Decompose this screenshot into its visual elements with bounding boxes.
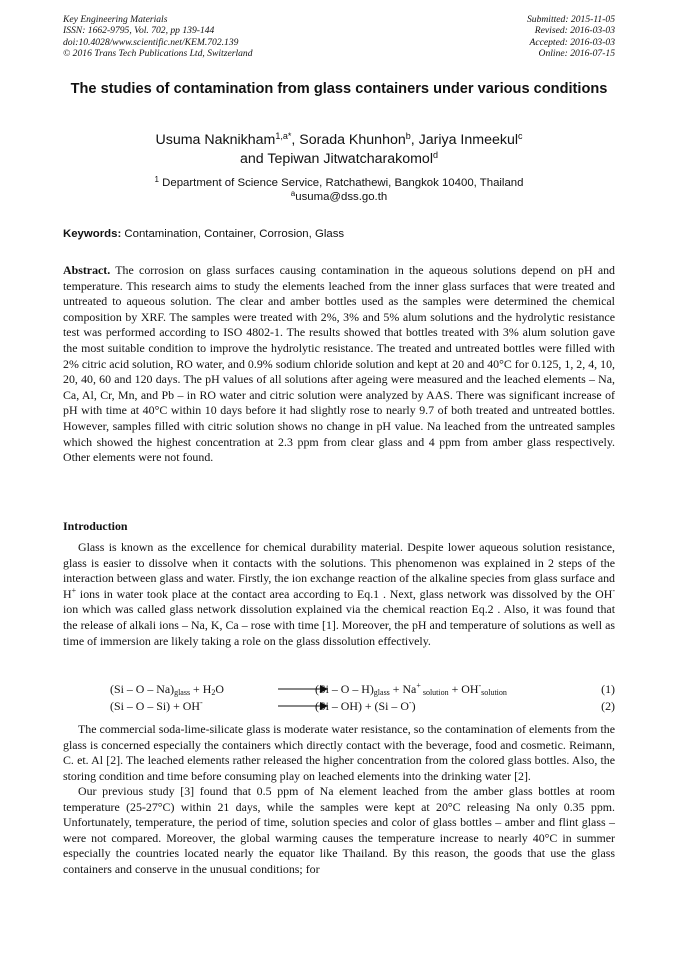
author-name: , Sorada Khunhon xyxy=(291,132,406,148)
journal-copyright: © 2016 Trans Tech Publications Ltd, Switzerland xyxy=(63,47,253,59)
equation-2-rhs xyxy=(315,699,416,714)
affiliation-text: Department of Science Service, Ratchathewi, Bangkok 10400, Thailand xyxy=(158,177,524,189)
superscript: + xyxy=(71,585,77,595)
abstract-text: The corrosion on glass surfaces causing contamination in the aqueous solutions depend on pH and temperature. This research aims to study the elements leached from the inner glass surfaces that were treated and untreated to aqueous solution. The clear and amber bottles used as the samples were determined the chemical composition by XRF. The samples were treated with 2%, 3% and 5% alum solutions and the hydrolytic resistance test was performed according to ISO 4802-1. The results showed that bottles treated with 3% alum solution gave the most suitable condition to improve the hydrolytic resistance. The treated and untreated bottles were filled with 2% citric acid solution, RO water, and 0.9% sodium chloride solution and kept at 20 and 40°C for 0.125, 1, 2, 4, 10, 20, 40, 60 and 120 days. The pH values of all solutions after ageing were measured and the leached elements – Na, Ca, Al, Cr, Mn, and Pb – in RO water and citric solution were analyzed by AAS. There was significant increase of pH with time at 40°C within 10 days before it had slightly rose to nearly 9.7 of both treated and untreated bottles. However, samples filled with citric solution shows no change in pH value. Na leached from the untreated samples which showed the highest concentration at 2.3 ppm from clear glass and 4 ppm from amber glass respectively. Other elements were not found. xyxy=(63,263,615,465)
affiliation xyxy=(63,176,615,204)
email-mark: a xyxy=(290,189,296,198)
equation-1-lhs xyxy=(110,682,224,697)
eq-text: (Si – O – Na) xyxy=(110,682,175,696)
keywords-text: Contamination, Container, Corrosion, Glass xyxy=(121,228,345,240)
eq-text: (Si – O – Si) + OH xyxy=(110,699,200,713)
author-affiliation-mark: 1,a* xyxy=(275,131,292,141)
author-affiliation-mark: c xyxy=(518,131,523,141)
equation-2-number: (2) xyxy=(601,699,615,713)
author-name: Usuma Naknikham xyxy=(155,132,276,148)
subscript: glass xyxy=(373,688,390,697)
intro-text: ions in water took place at the contact area according to Eq.1 . Next, glass network was dissolved by the OH xyxy=(76,586,613,601)
date-accepted: Accepted: 2016-03-03 xyxy=(529,36,615,48)
intro-text: ion which was called glass network dissolution explained via the chemical reaction Eq.2 . Also, it was found that the release of alkali ions – Na, K, Ca – rose with time [1]. Moreover, the pH and temperature of solutions as well as time of immersion are likely taking a role on the glass dissolution effectively. xyxy=(63,602,615,648)
eq-text: ) xyxy=(411,699,416,713)
equation-1 xyxy=(110,682,615,698)
subscript: solution xyxy=(481,688,507,697)
eq-text: O xyxy=(215,682,224,696)
intro-text: Glass is known as the excellence for chemical durability material. Despite lower aqueous solution resistance, glass is easier to dissolve when it contacts with the solutions. This phenomenon was explained in 2 steps of the interaction between glass and water. Firstly, the ion exchange reaction of the alkaline species from glass surface and H xyxy=(63,540,615,601)
keywords-label: Keywords: xyxy=(63,228,122,240)
abstract-label: Abstract. xyxy=(63,263,111,277)
intro-paragraph-2: The commercial soda-lime-silicate glass is moderate water resistance, so the contamination of elements from the glass is concerned especially the containers which directly contact with the beverage, food and cosmetic. Reimann, C. et. Al [2]. The leached elements rather released the higher concentration from the colored glass bottles. Also, the storing condition and time before consuming play on leached elements into the drinking water [2]. xyxy=(63,722,615,783)
intro-paragraph-3: Our previous study [3] found that 0.5 ppm of Na element leached from the amber glass bottles at room temperature (25-27°C) within 21 days, while the samples were kept at 20°C releasing Na only 0.35 ppm. Unfortunately, temperature, the period of time, solution species and color of glass bottles – amber and flint glass – were not compared. Moreover, the global warming causes the temperature increase to nearly 40°C in summer especially the countries located nearly the equator like Thailand. By this reason, the goods that use the glass containers and conserve in the unusual conditions; for xyxy=(63,784,615,876)
author-name: , Jariya Inmeekul xyxy=(410,132,519,148)
superscript: - xyxy=(478,681,482,690)
eq-text: + OH xyxy=(448,682,479,696)
author-affiliation-mark: d xyxy=(432,150,438,160)
date-submitted: Submitted: 2015-11-05 xyxy=(526,14,615,25)
email-line xyxy=(63,190,615,204)
author-line-2 xyxy=(63,150,615,169)
journal-name: Key Engineering Materials xyxy=(63,14,168,25)
section-heading-introduction: Introduction xyxy=(63,519,128,533)
keywords xyxy=(63,227,615,241)
author-name: and Tepiwan Jitwatcharakomol xyxy=(240,151,433,167)
journal-header-left xyxy=(63,14,253,59)
subscript: glass xyxy=(174,688,191,697)
journal-doi: doi:10.4028/www.scientific.net/KEM.702.139 xyxy=(63,36,239,48)
equation-1-rhs xyxy=(315,682,507,697)
date-revised: Revised: 2016-03-03 xyxy=(534,25,615,37)
abstract xyxy=(63,263,615,466)
superscript: - xyxy=(408,698,412,707)
author-list xyxy=(63,131,615,169)
eq-text: + Na xyxy=(389,682,417,696)
journal-header-right xyxy=(527,14,615,59)
paper-title: The studies of contamination from glass containers under various conditions xyxy=(70,81,608,97)
eq-text: + H xyxy=(190,682,212,696)
subscript: solution xyxy=(420,688,449,697)
affiliation-line xyxy=(63,176,615,190)
equation-2 xyxy=(110,699,615,715)
author-line-1 xyxy=(63,131,615,150)
affiliation-mark: 1 xyxy=(154,175,159,184)
journal-issn: ISSN: 1662-9795, Vol. 702, pp 139-144 xyxy=(63,25,215,37)
equation-2-lhs xyxy=(110,699,203,714)
eq-text: (Si – OH) + (Si – O xyxy=(315,699,409,713)
subscript: 2 xyxy=(211,688,216,697)
intro-paragraph-1 xyxy=(63,540,615,649)
superscript: - xyxy=(199,698,203,707)
author-affiliation-mark: b xyxy=(405,131,411,141)
eq-text: (Si – O – H) xyxy=(315,682,374,696)
author-email: usuma@dss.go.th xyxy=(295,191,388,203)
superscript: + xyxy=(416,681,421,690)
date-online: Online: 2016-07-15 xyxy=(538,47,615,59)
superscript: - xyxy=(612,585,615,595)
equation-1-number: (1) xyxy=(601,682,615,696)
